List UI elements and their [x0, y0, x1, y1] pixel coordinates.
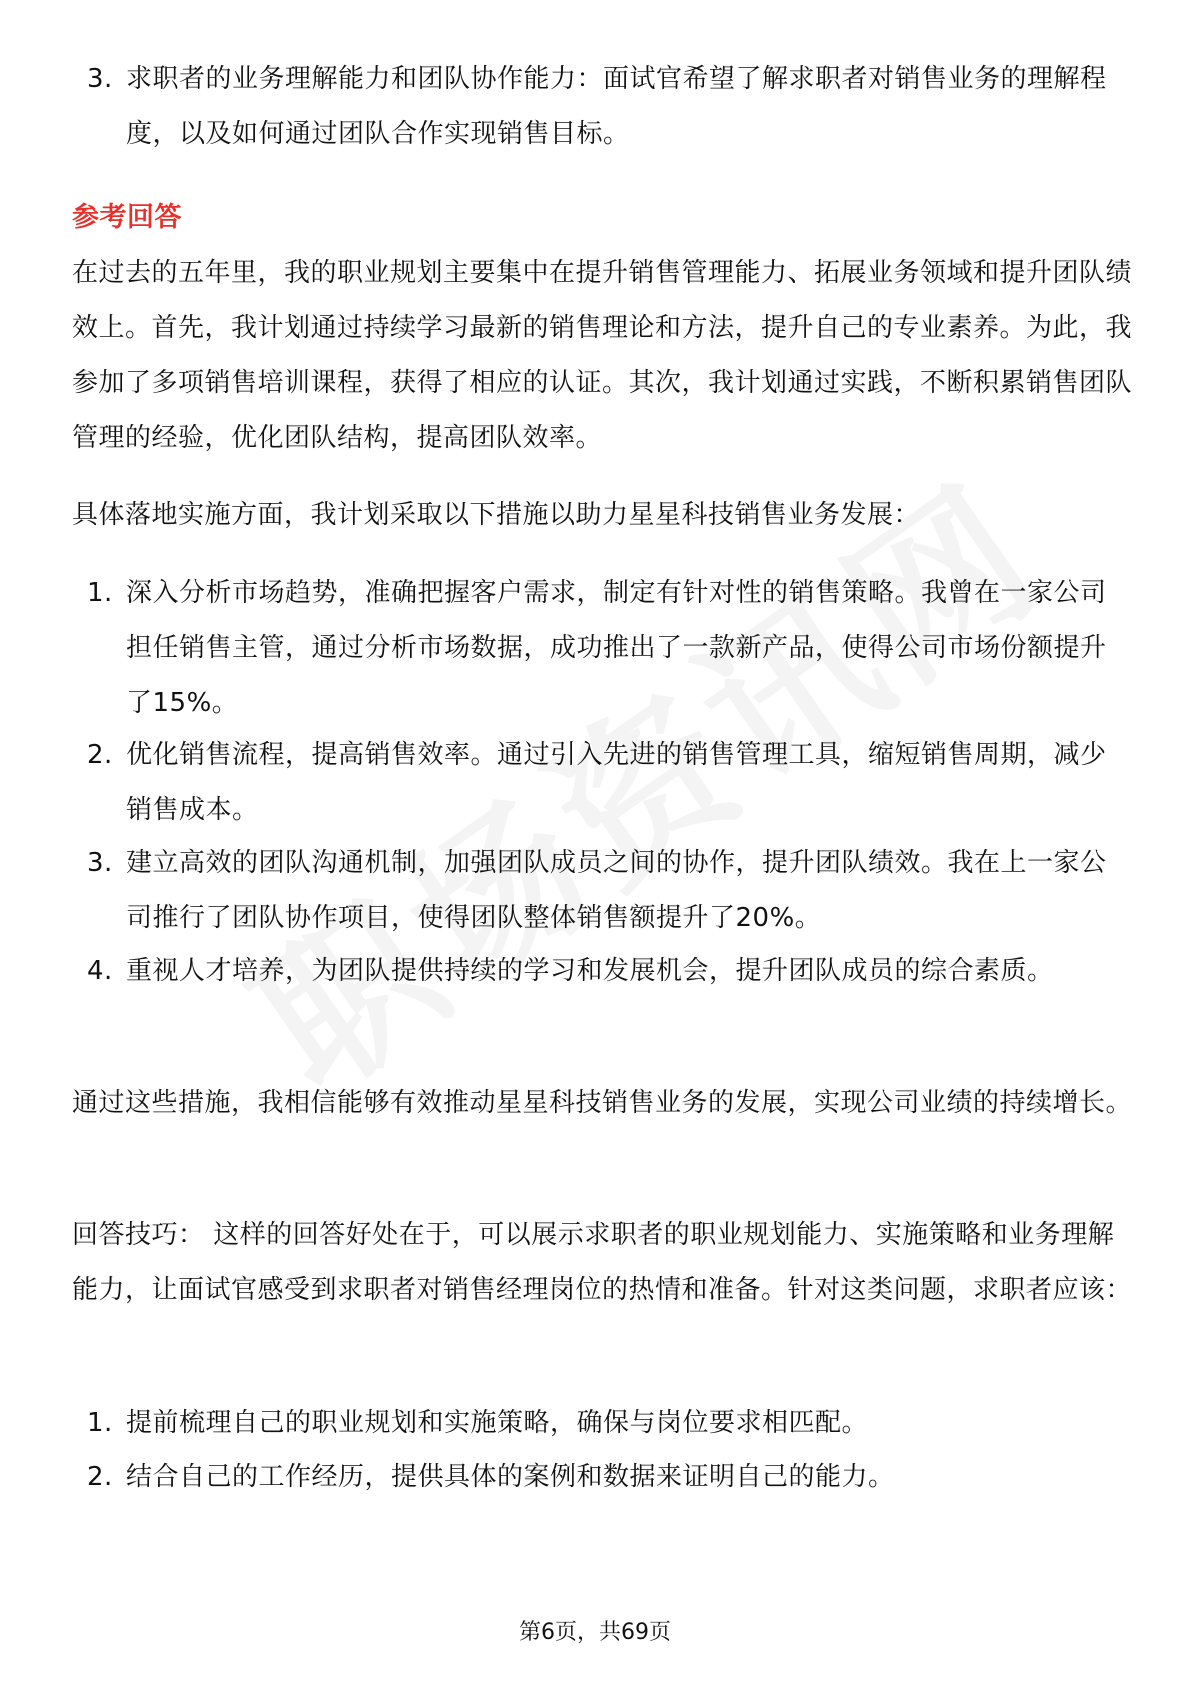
paragraph-conclusion: 通过这些措施，我相信能够有效推动星星科技销售业务的发展，实现公司业绩的持续增长。: [72, 1088, 1133, 1118]
paragraph-career-plan: 在过去的五年里，我的职业规划主要集中在提升销售管理能力、拓展业务领域和提升团队绩效上。首先，我计划通过持续学习最新的销售理论和方法，提升自己的专业素养。为此，我参加了多项销售培训课程，获得了相应的认证。其次，我计划通过实践，不断积累销售团队管理的经验，优化团队结构，提高团队效率。: [72, 258, 1133, 453]
list-item-tip-2: [72, 1450, 1132, 1505]
list-text: 优化销售流程，提高销售效率。通过引入先进的销售管理工具，缩短销售周期，减少销售成本。: [126, 740, 1107, 825]
paragraph-answer-tips: 回答技巧： 这样的回答好处在于，可以展示求职者的职业规划能力、实施策略和业务理解能力，让面试官感受到求职者对销售经理岗位的热情和准备。针对这类问题，求职者应该：: [72, 1220, 1133, 1305]
list-number: 3.: [87, 64, 113, 94]
list-item-measure-3: [72, 836, 1132, 946]
page-number-footer: 第6页，共69页: [519, 1620, 671, 1645]
list-number: 1.: [87, 578, 113, 608]
list-item-measure-4: [72, 944, 1132, 999]
list-text: 提前梳理自己的职业规划和实施策略，确保与岗位要求相匹配。: [126, 1408, 869, 1438]
list-item-measure-1: [72, 566, 1132, 731]
list-text: 求职者的业务理解能力和团队协作能力：面试官希望了解求职者对销售业务的理解程度，以及如何通过团队合作实现销售目标。: [126, 64, 1107, 149]
list-number: 2.: [87, 740, 113, 770]
list-number: 2.: [87, 1462, 113, 1492]
answer-heading: 参考回答: [72, 202, 182, 233]
list-number: 4.: [87, 956, 113, 986]
list-item-tip-1: [72, 1396, 1132, 1451]
list-text: 建立高效的团队沟通机制，加强团队成员之间的协作，提升团队绩效。我在上一家公司推行了团队协作项目，使得团队整体销售额提升了20%。: [126, 848, 1107, 933]
list-text: 结合自己的工作经历，提供具体的案例和数据来证明自己的能力。: [126, 1462, 895, 1492]
list-item-intro-3: [72, 52, 1132, 162]
list-number: 1.: [87, 1408, 113, 1438]
list-text: 深入分析市场趋势，准确把握客户需求，制定有针对性的销售策略。我曾在一家公司担任销售主管，通过分析市场数据，成功推出了一款新产品，使得公司市场份额提升了15%。: [126, 578, 1107, 718]
paragraph-measures-intro: 具体落地实施方面，我计划采取以下措施以助力星星科技销售业务发展：: [72, 500, 921, 530]
list-number: 3.: [87, 848, 113, 878]
list-item-measure-2: [72, 728, 1132, 838]
list-text: 重视人才培养，为团队提供持续的学习和发展机会，提升团队成员的综合素质。: [126, 956, 1054, 986]
